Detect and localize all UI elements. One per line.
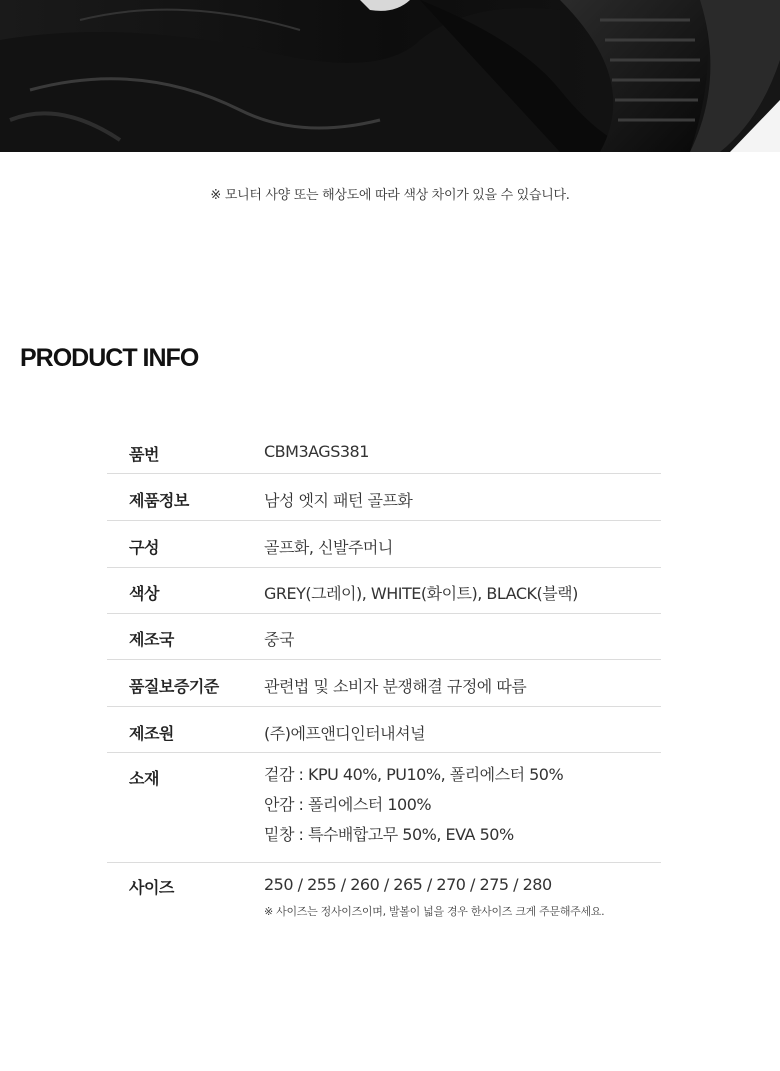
spec-row-country: [107, 614, 661, 660]
product-info-title: PRODUCT INFO: [20, 344, 199, 372]
spec-label: 구성: [129, 538, 159, 557]
spec-value-line: GREY(그레이), WHITE(화이트), BLACK(블랙): [264, 584, 578, 603]
spec-value: [264, 875, 661, 943]
spec-value: [264, 581, 661, 613]
size-note: ※ 사이즈는 정사이즈이며, 발볼이 넓을 경우 한사이즈 크게 주문해주세요.: [264, 905, 605, 918]
monitor-color-notice: ※ 모니터 사양 또는 해상도에 따라 색상 차이가 있을 수 있습니다.: [210, 188, 570, 203]
spec-label: 색상: [129, 584, 159, 603]
spec-label: 제조원: [129, 724, 174, 743]
spec-value: [264, 760, 661, 862]
spec-value-line: 250 / 255 / 260 / 265 / 270 / 275 / 280: [264, 875, 552, 894]
spec-value: [264, 442, 661, 473]
spec-row-material: [107, 753, 661, 863]
spec-label: 제품정보: [129, 491, 189, 510]
spec-label: 사이즈: [129, 878, 174, 897]
spec-value-line: (주)에프앤디인터내셔널: [264, 724, 426, 743]
spec-value: [264, 627, 661, 659]
spec-label: 품질보증기준: [129, 677, 219, 696]
product-photo: [0, 0, 780, 152]
spec-value-line: 밑창 : 특수배합고무 50%, EVA 50%: [264, 825, 514, 844]
spec-value: [264, 674, 661, 706]
spec-value-line: CBM3AGS381: [264, 442, 369, 461]
spec-label: 품번: [129, 445, 159, 464]
spec-row-product-info: [107, 474, 661, 521]
spec-value: [264, 535, 661, 567]
spec-value-line: 중국: [264, 630, 294, 649]
shoe-photo-image: [0, 0, 780, 152]
spec-value-line: 안감 : 폴리에스터 100%: [264, 795, 432, 814]
spec-value-line: 남성 엣지 패턴 골프화: [264, 491, 413, 510]
spec-label: 제조국: [129, 630, 174, 649]
spec-row-manufacturer: [107, 707, 661, 753]
spec-value-line: 골프화, 신발주머니: [264, 538, 393, 557]
spec-row-composition: [107, 521, 661, 568]
spec-value-line: 겉감 : KPU 40%, PU10%, 폴리에스터 50%: [264, 765, 564, 784]
spec-row-size: [107, 863, 661, 943]
product-spec-table: [107, 430, 661, 943]
spec-value: [264, 488, 661, 520]
spec-value: [264, 721, 661, 752]
spec-value-line: 관련법 및 소비자 분쟁해결 규정에 따름: [264, 677, 527, 696]
spec-row-color: [107, 568, 661, 614]
spec-label: 소재: [129, 769, 159, 788]
spec-row-warranty: [107, 660, 661, 707]
spec-row-item-number: [107, 430, 661, 474]
